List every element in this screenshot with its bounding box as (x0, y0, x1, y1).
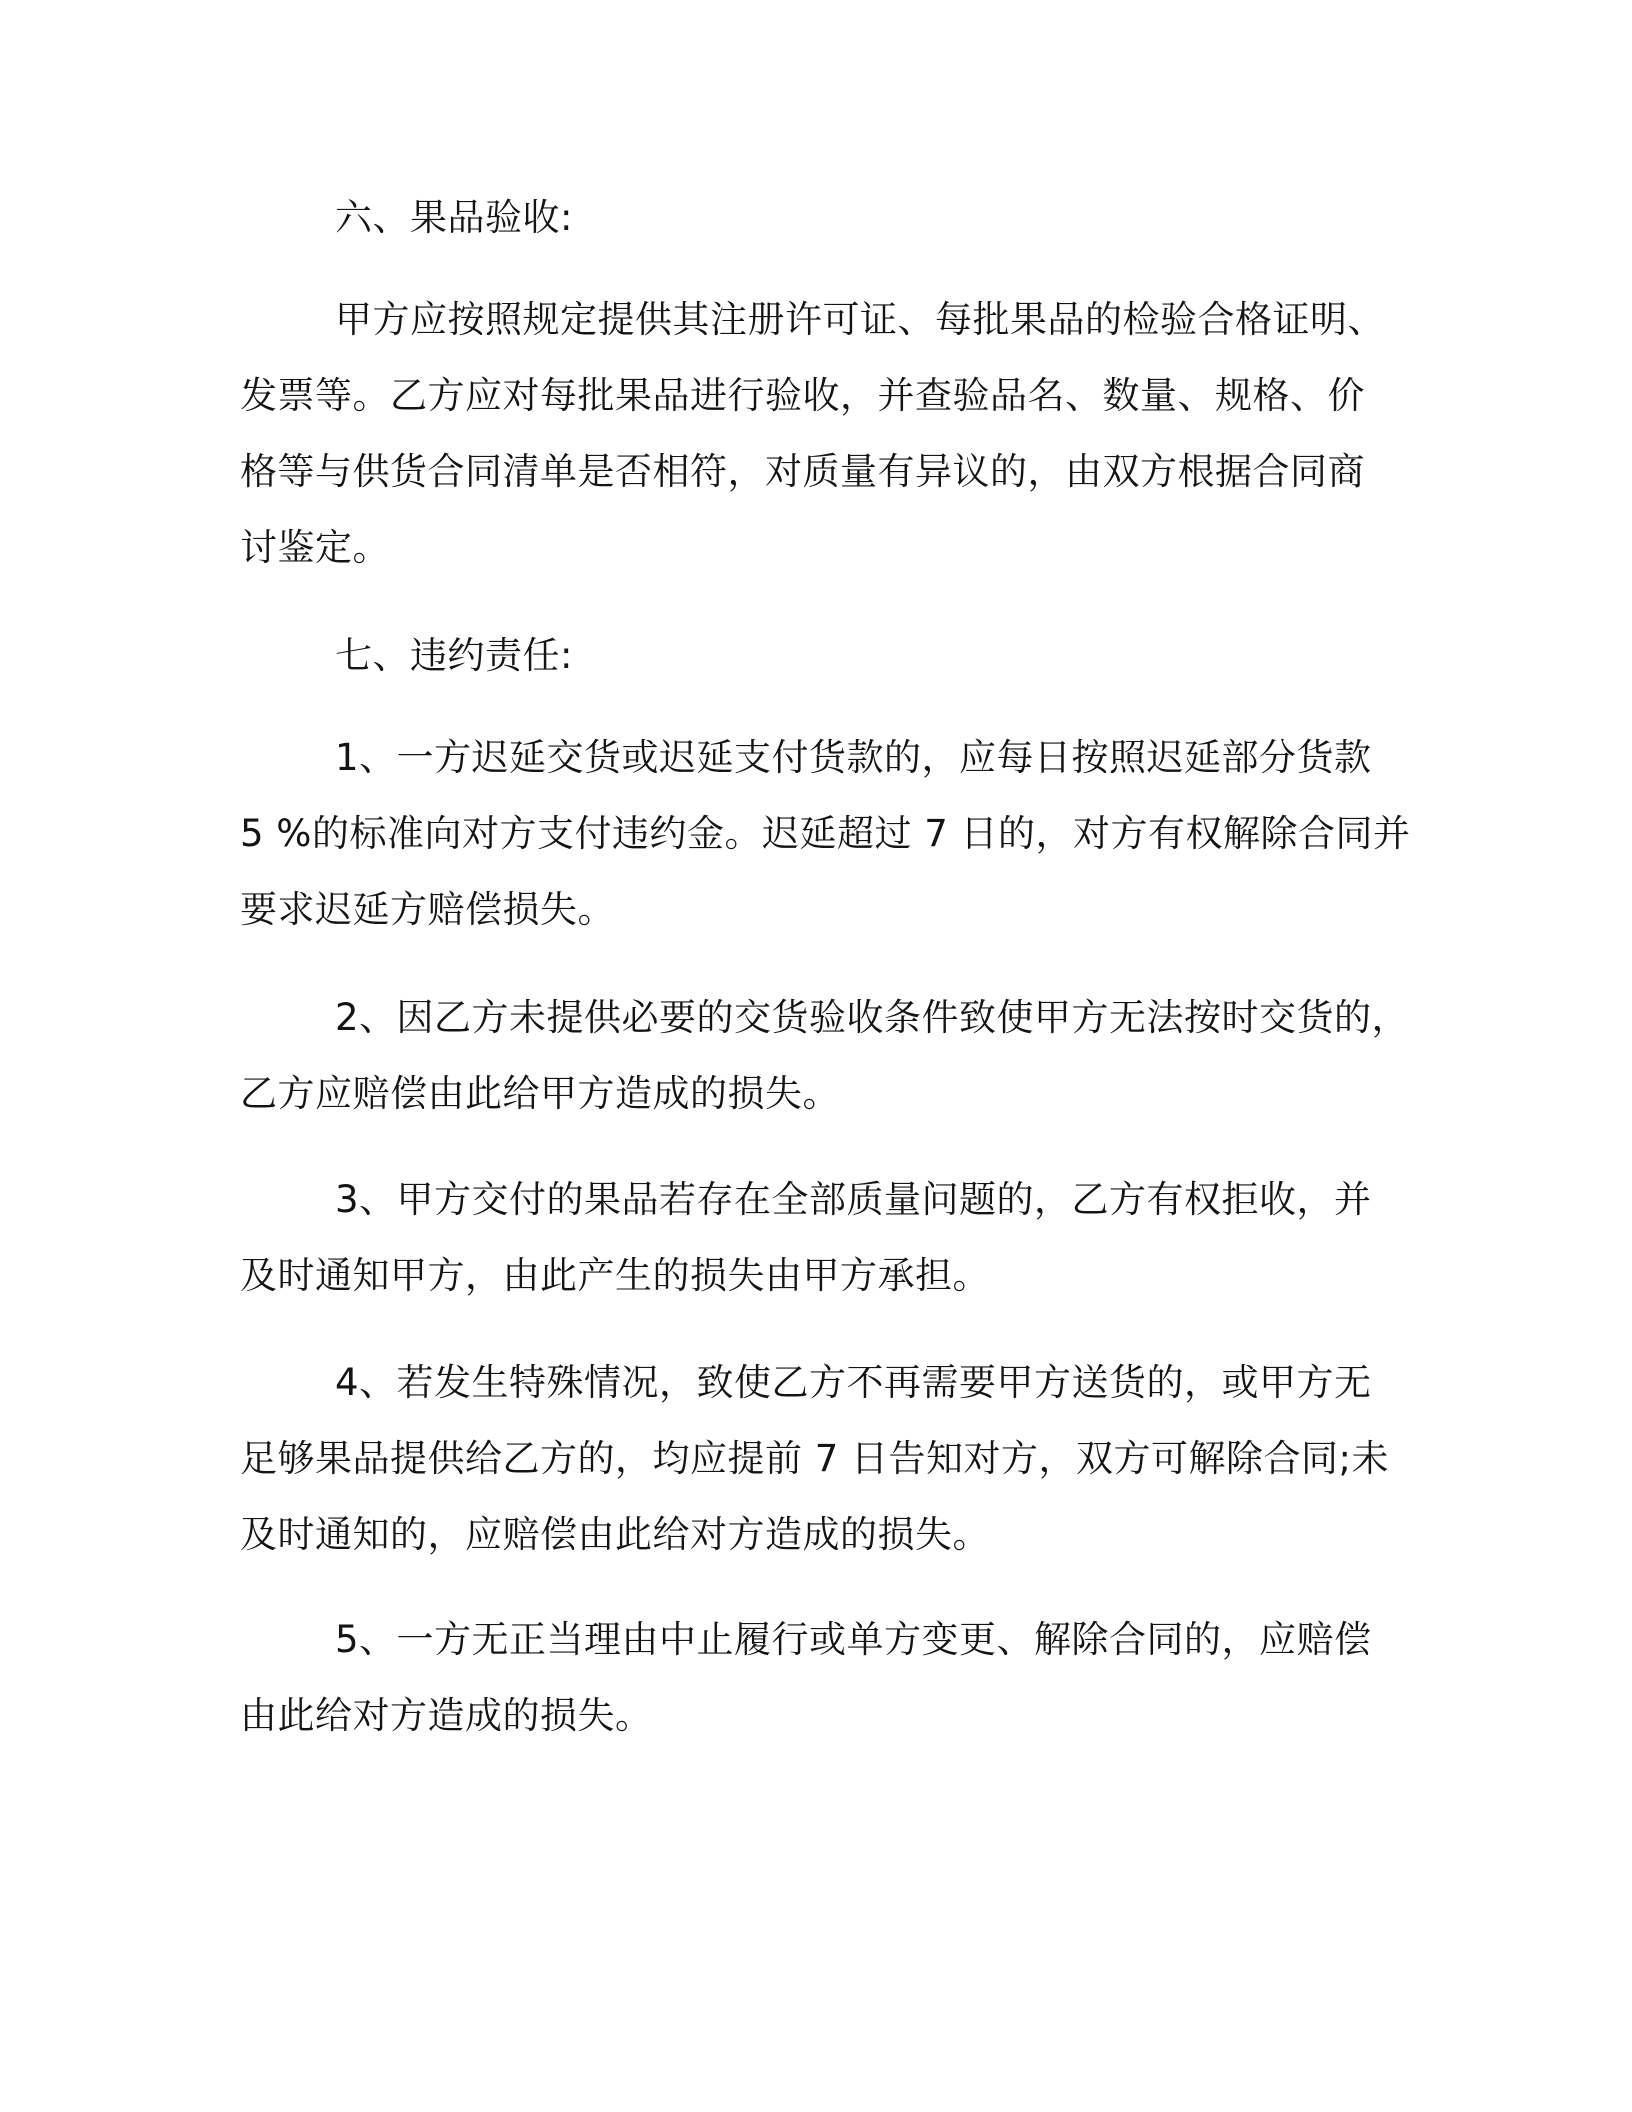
paragraph-line: 足够果品提供给乙方的，均应提前 7 日告知对方，双方可解除合同;未 (240, 1437, 1390, 1480)
paragraph-line: 及时通知甲方，由此产生的损失由甲方承担。 (240, 1254, 990, 1297)
paragraph-line: 3、甲方交付的果品若存在全部质量问题的，乙方有权拒收，并 (335, 1178, 1372, 1221)
paragraph-line: 要求迟延方赔偿损失。 (240, 888, 615, 931)
clause-5 (240, 1602, 1390, 1754)
paragraph-line: 4、若发生特殊情况，致使乙方不再需要甲方送货的，或甲方无 (335, 1361, 1372, 1404)
paragraph-line: 发票等。乙方应对每批果品进行验收，并查验品名、数量、规格、价 (240, 374, 1365, 417)
section-6-heading: 六、果品验收: (335, 196, 573, 239)
clause-4 (240, 1345, 1390, 1573)
paragraph-line: 甲方应按照规定提供其注册许可证、每批果品的检验合格证明、 (335, 298, 1385, 341)
paragraph-line: 及时通知的，应赔偿由此给对方造成的损失。 (240, 1513, 990, 1556)
paragraph-line: 讨鉴定。 (240, 526, 390, 569)
paragraph-line: 乙方应赔偿由此给甲方造成的损失。 (240, 1072, 840, 1115)
clause-3 (240, 1162, 1390, 1314)
clause-2 (240, 980, 1410, 1132)
paragraph-line: 1、一方迟延交货或迟延支付货款的，应每日按照迟延部分货款 (335, 736, 1372, 779)
paragraph-line: 2、因乙方未提供必要的交货验收条件致使甲方无法按时交货的， (335, 996, 1410, 1039)
paragraph-line: 5、一方无正当理由中止履行或单方变更、解除合同的，应赔偿 (335, 1618, 1372, 1661)
paragraph-line: 5 %的标准向对方支付违约金。迟延超过 7 日的，对方有权解除合同并 (240, 812, 1411, 855)
section-7-heading: 七、违约责任: (335, 634, 573, 677)
section-6-paragraph (240, 282, 1390, 586)
paragraph-line: 格等与供货合同清单是否相符，对质量有异议的，由双方根据合同商 (240, 450, 1365, 493)
paragraph-line: 由此给对方造成的损失。 (240, 1694, 653, 1737)
clause-1 (240, 720, 1411, 948)
